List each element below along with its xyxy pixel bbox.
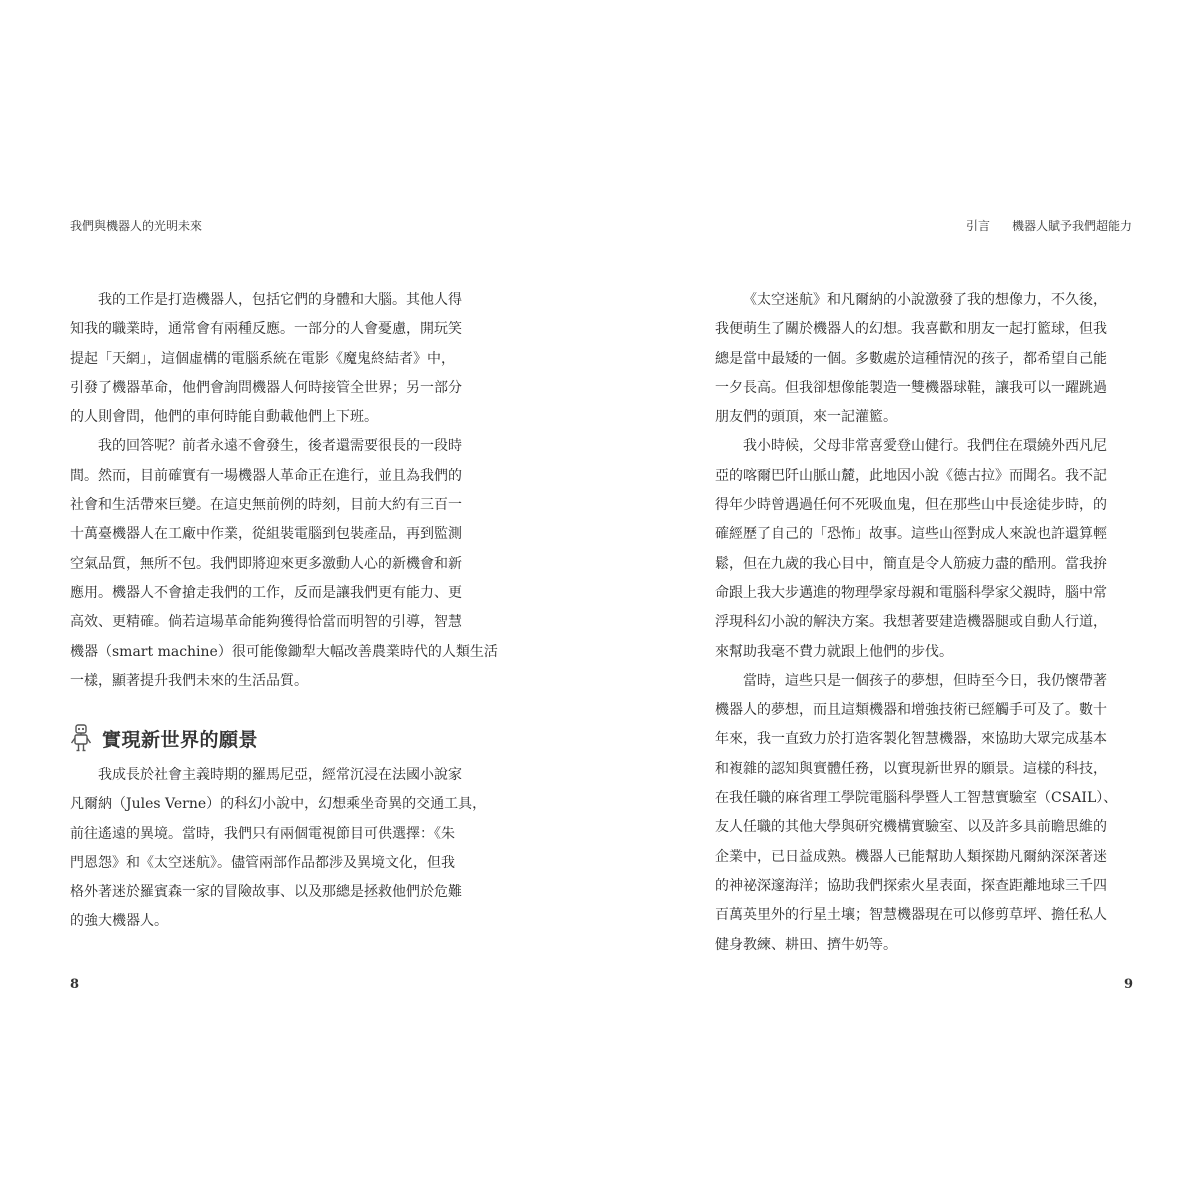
robot-icon	[70, 724, 92, 752]
text-line: 一樣，顯著提升我們未來的生活品質。	[70, 672, 308, 689]
text-line: 《太空迷航》和凡爾納的小說激發了我的想像力，不久後，	[743, 292, 1107, 308]
text-line: 當時，這些只是一個孩子的夢想，但時至今日，我仍懷帶著	[743, 672, 1107, 689]
paragraph	[715, 667, 1135, 960]
paragraph	[70, 286, 490, 432]
text-line: 命跟上我大步邁進的物理學家母親和電腦科學家父親時，腦中常	[715, 584, 1107, 601]
left-running-head: 我們與機器人的光明未來	[70, 219, 203, 233]
text-line: 來幫助我毫不費力就跟上他們的步伐。	[715, 643, 953, 660]
text-line: 機器（smart machine）很可能像鋤犁大幅改善農業時代的人類生活	[70, 643, 498, 660]
text-line: 朋友們的頭頂，來一記灌籃。	[715, 409, 897, 426]
text-line: 格外著迷於羅賓森一家的冒險故事、以及那總是拯救他們於危難	[70, 884, 462, 901]
text-line: 提起「天網」，這個虛構的電腦系統在電影《魔鬼終結者》中，	[70, 350, 455, 367]
paragraph	[715, 432, 1135, 666]
paragraph	[715, 286, 1135, 432]
text-line: 的神祕深邃海洋；協助我們探索火星表面，探查距離地球三千四	[715, 877, 1107, 894]
text-line: 鬆，但在九歲的我心目中，簡直是令人筋疲力盡的酷刑。當我拚	[715, 555, 1107, 572]
text-line: 我便萌生了關於機器人的幻想。我喜歡和朋友一起打籃球，但我	[715, 321, 1107, 338]
text-line: 我的回答呢？前者永遠不會發生，後者還需要很長的一段時	[98, 438, 462, 455]
text-line: 空氣品質，無所不包。我們即將迎來更多激動人心的新機會和新	[70, 555, 462, 572]
text-line: 一夕長高。但我卻想像能製造一雙機器球鞋，讓我可以一躍跳過	[715, 379, 1107, 396]
text-line: 高效、更精確。倘若這場革命能夠獲得恰當而明智的引導，智慧	[70, 614, 462, 631]
right-page	[600, 0, 1200, 1200]
text-line: 我成長於社會主義時期的羅馬尼亞，經常沉浸在法國小說家	[98, 767, 462, 783]
text-line: 間。然而，目前確實有一場機器人革命正在進行，並且為我們的	[70, 467, 462, 484]
text-line: 浮現科幻小說的解決方案。我想著要建造機器腿或自動人行道，	[715, 614, 1107, 631]
text-line: 引發了機器革命，他們會詢問機器人何時接管全世界；另一部分	[70, 379, 462, 396]
running-head-title: 機器人賦予我們超能力	[1011, 219, 1132, 233]
text-line: 得年少時曾遇過任何不死吸血鬼，但在那些山中長途徒步時，的	[715, 497, 1107, 514]
text-line: 亞的喀爾巴阡山脈山麓，此地因小說《德古拉》而聞名。我不記	[715, 467, 1107, 484]
text-line: 百萬英里外的行星土壤；智慧機器現在可以修剪草坪、擔任私人	[715, 907, 1107, 924]
text-line: 應用。機器人不會搶走我們的工作，反而是讓我們更有能力、更	[70, 584, 462, 601]
text-line: 總是當中最矮的一個。多數處於這種情況的孩子，都希望自己能	[715, 350, 1107, 367]
paragraph	[70, 432, 498, 696]
text-line: 企業中，已日益成熟。機器人已能幫助人類探勘凡爾納深深著迷	[715, 848, 1107, 865]
text-line: 門恩怨》和《太空迷航》。儘管兩部作品都涉及異境文化，但我	[70, 854, 455, 871]
text-line: 友人任職的其他大學與研究機構實驗室、以及許多具前瞻思維的	[715, 819, 1107, 836]
text-line: 知我的職業時，通常會有兩種反應。一部分的人會憂慮，開玩笑	[70, 321, 462, 338]
text-line: 前往遙遠的異境。當時，我們只有兩個電視節目可供選擇：《朱	[70, 825, 455, 842]
right-running-head	[966, 218, 1132, 234]
text-line: 的強大機器人。	[70, 913, 168, 930]
right-body-text	[715, 286, 1135, 960]
text-line: 健身教練、耕田、擠牛奶等。	[715, 936, 897, 953]
text-line: 凡爾納（Jules Verne）的科幻小說中，幻想乘坐奇異的交通工具，	[70, 796, 487, 813]
left-body-text	[70, 286, 498, 696]
left-section-text	[70, 761, 490, 937]
text-line: 在我任職的麻省理工學院電腦科學暨人工智慧實驗室（CSAIL）、	[715, 790, 1118, 807]
text-line: 我小時候，父母非常喜愛登山健行。我們住在環繞外西凡尼	[743, 438, 1107, 455]
text-line: 年來，我一直致力於打造客製化智慧機器，來協助大眾完成基本	[715, 731, 1107, 748]
text-line: 確經歷了自己的「恐怖」故事。這些山徑對成人來說也許還算輕	[715, 526, 1107, 543]
section-heading	[70, 722, 258, 754]
text-line: 十萬臺機器人在工廠中作業，從組裝電腦到包裝產品，再到監測	[70, 526, 462, 543]
text-line: 我的工作是打造機器人，包括它們的身體和大腦。其他人得	[98, 292, 462, 308]
right-page-number: 9	[1123, 977, 1133, 992]
left-page-number: 8	[70, 977, 80, 992]
text-line: 的人則會問，他們的車何時能自動載他們上下班。	[70, 409, 378, 426]
running-head-chapter: 引言	[965, 219, 990, 233]
text-line: 和複雜的認知與實體任務，以實現新世界的願景。這樣的科技，	[715, 760, 1107, 777]
paragraph	[70, 761, 490, 937]
section-title: 實現新世界的願景	[102, 728, 259, 751]
text-line: 社會和生活帶來巨變。在這史無前例的時刻，目前大約有三百一	[70, 497, 462, 514]
text-line: 機器人的夢想，而且這類機器和增強技術已經觸手可及了。數十	[715, 702, 1107, 719]
